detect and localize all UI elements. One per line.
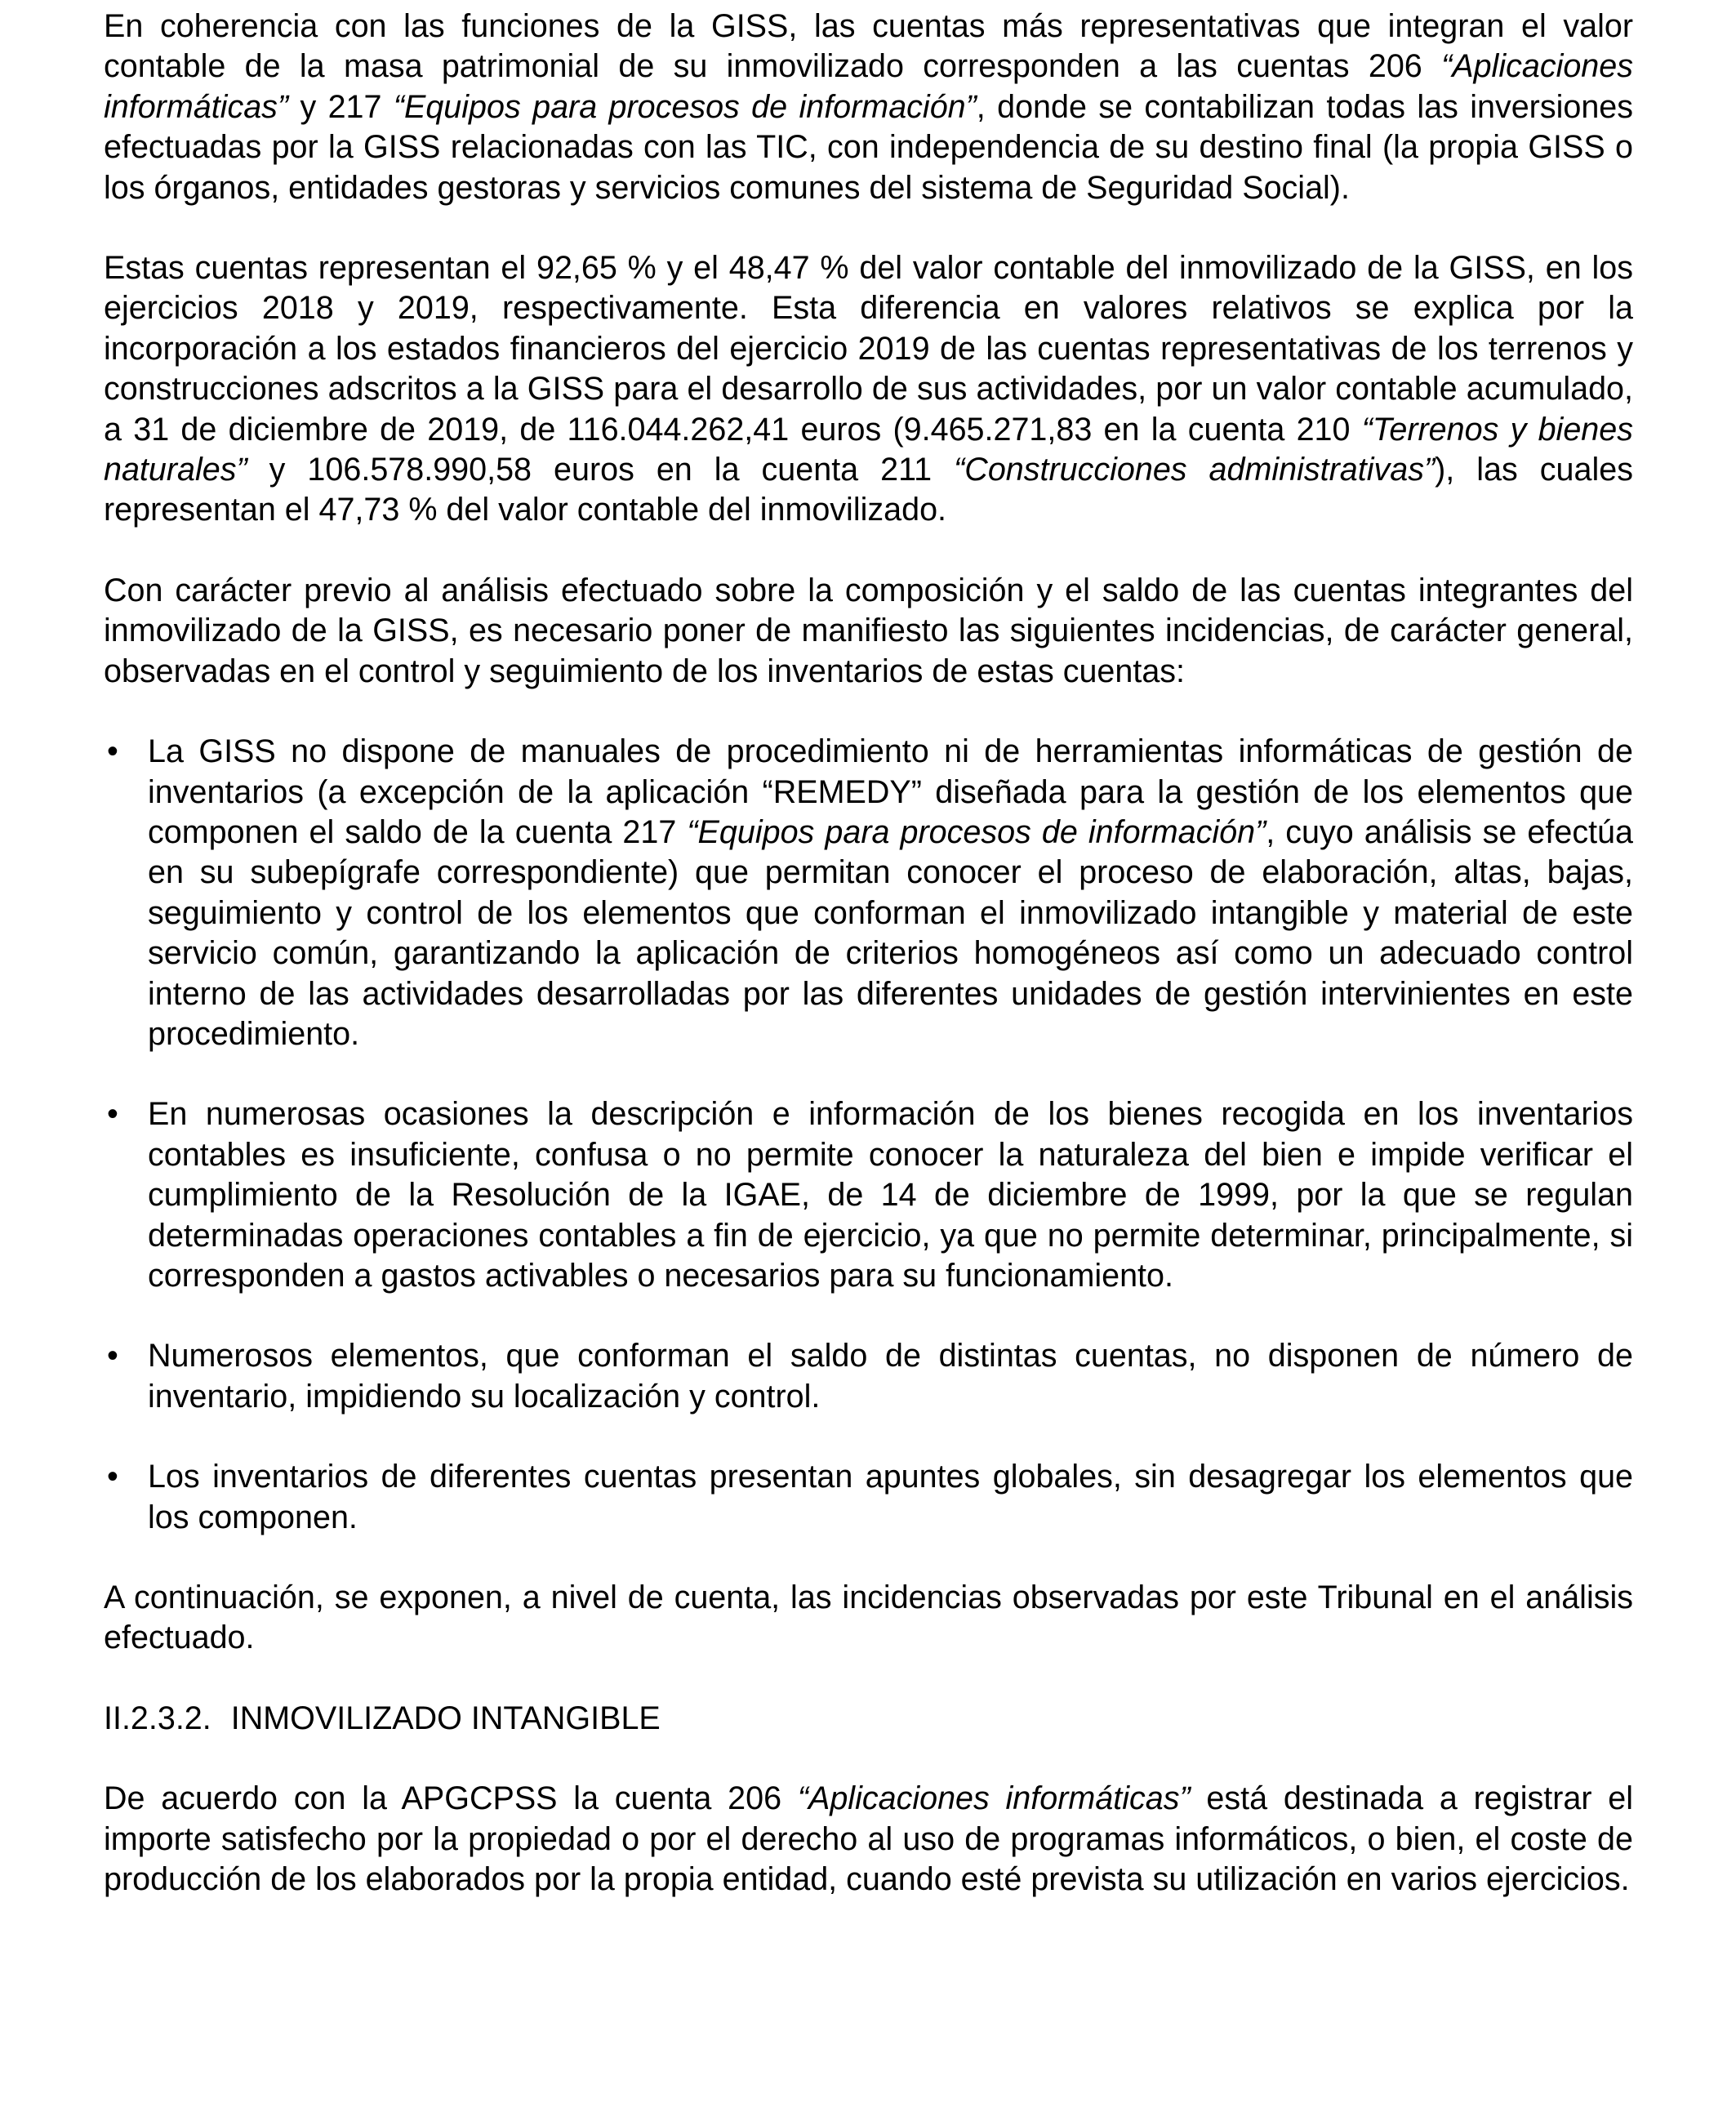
text-run: Estas cuentas representan el 92,65 % y el 48,47 % del valor contable del inmovilizado de la GISS, en los ejercicios 2018 y 2019, respectivamente. Esta diferencia en valores relativos se explica por la incorporación a los estados financieros del ejercicio 2019 de las cuentas representativas de los terrenos y construcciones adscritos a la GISS para el desarrollo de sus actividades, por un valor contable acumulado, a 31 de diciembre de 2019, de 116.044.262,41 euros (9.465.271,83 en la cuenta 210 xyxy=(104,250,1633,448)
paragraph-continuation: A continuación, se exponen, a nivel de cuenta, las incidencias observadas por este Tribunal en el análisis efectuado. xyxy=(104,1579,1633,1656)
text-run: Los inventarios de diferentes cuentas presentan apuntes globales, sin desagregar los elementos que los componen. xyxy=(148,1459,1633,1535)
text-run: y 106.578.990,58 euros en la cuenta 211 xyxy=(247,452,955,488)
text-run: , cuyo análisis se efectúa en su subepígrafe correspondiente) que permitan conocer el proceso de elaboración, altas, bajas, seguimiento y control de los elementos que conforman el inmovilizado intangible y material de este servicio común, garantizando la aplicación de criterios homogéneos así como un adecuado control interno de las actividades desarrolladas por las diferentes unidades de gestión intervinientes en este procedimiento. xyxy=(148,813,1633,1052)
text-run: En numerosas ocasiones la descripción e información de los bienes recogida en los inventarios contables es insuficiente, confusa o no permite conocer la naturaleza del bien e impide verificar el cumplimiento de la Resolución de la IGAE, de 14 de diciembre de 1999, por la que se regulan determinadas operaciones contables a fin de ejercicio, ya que no permite determinar, principalmente, si corresponden a gastos activables o necesarios para su funcionamiento. xyxy=(148,1096,1633,1294)
list-item xyxy=(104,732,1633,1054)
account-211-name: “Construcciones administrativas” xyxy=(954,452,1436,488)
account-206-name: “Aplicaciones informáticas” xyxy=(104,48,1633,125)
bullet-icon: • xyxy=(107,1459,118,1495)
list-item xyxy=(104,1336,1633,1417)
text-run: La GISS no dispone de manuales de procedimiento ni de herramientas informáticas de gestión de inventarios (a excepción de la aplicación “REMEDY” diseñada para la gestión de los elementos que componen el saldo de la cuenta 217 xyxy=(148,733,1633,850)
section-title: INMOVILIZADO INTANGIBLE xyxy=(230,1700,661,1736)
account-217-name: “Equipos para procesos de información” xyxy=(393,88,977,125)
text-run: Numerosos elementos, que conforman el saldo de distintas cuentas, no disponen de número de inventario, impidiendo su localización y control. xyxy=(148,1338,1633,1415)
list-item xyxy=(104,1094,1633,1296)
text-run: ), las cuales representan el 47,73 % del valor contable del inmovilizado. xyxy=(104,452,1633,528)
bullet-icon: • xyxy=(107,1096,118,1133)
text-run: y 217 xyxy=(288,88,394,125)
paragraph-percentages xyxy=(104,248,1633,531)
account-206-name: “Aplicaciones informáticas” xyxy=(797,1780,1191,1817)
text-run: De acuerdo con la APGCPSS la cuenta 206 xyxy=(104,1780,798,1817)
text-run: está destinada a registrar el importe satisfecho por la propiedad o por el derecho al uso de programas informáticos, o bien, el coste de producción de los elaborados por la propia entidad, cuando esté prevista su utilización en varios ejercicios. xyxy=(104,1780,1633,1898)
bullet-icon: • xyxy=(107,733,118,770)
account-210-name: “Terrenos y bienes naturales” xyxy=(104,411,1633,488)
paragraph-accounts-intro xyxy=(104,7,1633,208)
section-heading xyxy=(104,1699,1633,1739)
incidences-list xyxy=(104,732,1633,1538)
account-217-name: “Equipos para procesos de información” xyxy=(687,813,1266,850)
text-run: , donde se contabilizan todas las inversiones efectuadas por la GISS relacionadas con las TIC, con independencia de su destino final (la propia GISS o los órganos, entidades gestoras y servicios comunes del sistema de Seguridad Social). xyxy=(104,88,1634,206)
section-number: II.2.3.2. xyxy=(104,1700,211,1736)
bullet-icon: • xyxy=(107,1338,118,1375)
text-run: En coherencia con las funciones de la GISS, las cuentas más representativas que integran el valor contable de la masa patrimonial de su inmovilizado corresponden a las cuentas 206 xyxy=(104,8,1633,85)
paragraph-incidences-intro: Con carácter previo al análisis efectuado sobre la composición y el saldo de las cuentas integrantes del inmovilizado de la GISS, es necesario poner de manifiesto las siguientes incidencias, de carácter general, observadas en el control y seguimiento de los inventarios de estas cuentas: xyxy=(104,572,1633,689)
paragraph-account-206-definition xyxy=(104,1779,1633,1900)
list-item xyxy=(104,1457,1633,1538)
